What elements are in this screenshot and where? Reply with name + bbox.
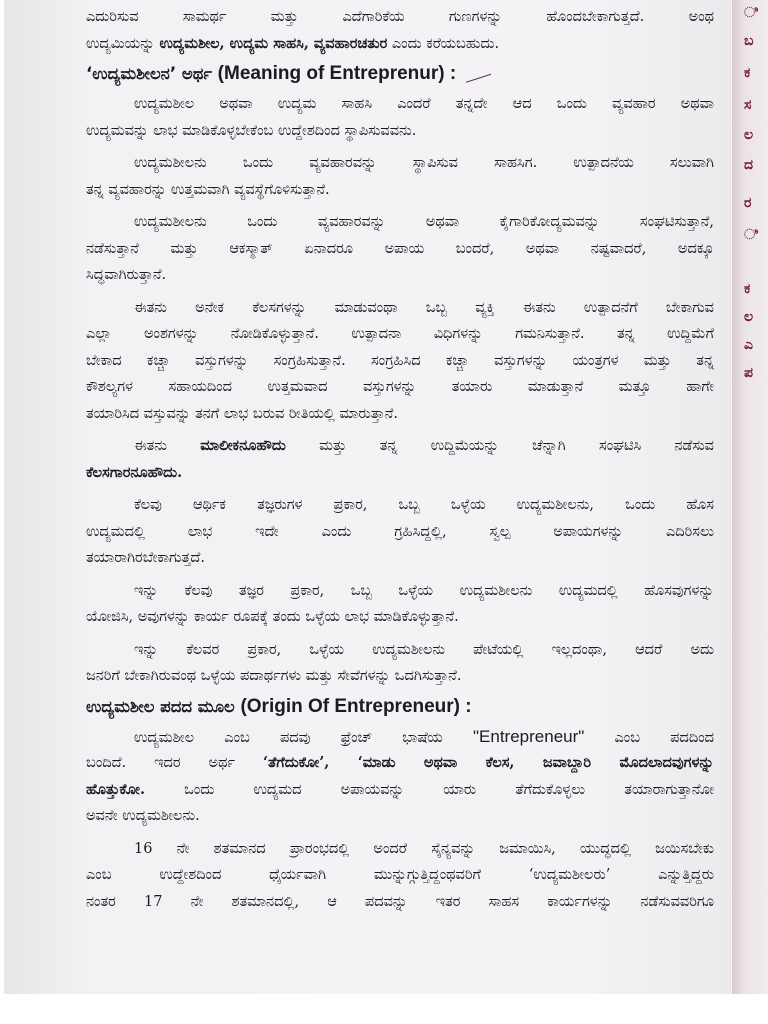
key-terms: ‘ತೆಗೆದುಕೋ’, ‘ಮಾಡು ಅಥವಾ ಕೆಲಸ, ಜವಾಬ್ದಾರಿ ಮೊದಲಾದವುಗಳನ್ನು [262, 754, 714, 771]
page-fragment-glyph: ದ [744, 157, 754, 173]
text-line: ಎದುರಿಸುವ ಸಾಮರ್ಥ ಮತ್ತು ಎದೆಗಾರಿಕೆಯ ಗುಣಗಳನ್ನು ಹೊಂದಬೇಕಾಗುತ್ತದೆ. ಅಂಥ [86, 9, 714, 25]
text-line: ಎಲ್ಲಾ ಅಂಶಗಳನ್ನು ನೋಡಿಕೊಳ್ಳುತ್ತಾನೆ. ಉತ್ಪಾದನಾ ವಿಧಿಗಳನ್ನು ಗಮನಿಸುತ್ತಾನೆ. ತನ್ನ ಉದ್ದಿಮೆಗೆ [86, 326, 714, 342]
text-line: 16 ನೇ ಶತಮಾನದ ಪ್ರಾರಂಭದಲ್ಲಿ ಅಂದರೆ ಸೈನ್ಯವನ್ನು ಜಮಾಯಿಸಿ, ಯುದ್ಧದಲ್ಲಿ ಜಯಿಸಬೇಕು [134, 840, 714, 857]
page-fragment-glyph: ಬ [744, 33, 754, 49]
text-run: ಮತ್ತು ತನ್ನ ಉದ್ದಿಮೆಯನ್ನು ಚೆನ್ನಾಗಿ ಸಂಘಟಿಸಿ ನಡೆಸುವ [285, 438, 714, 454]
section-heading-meaning [86, 57, 714, 91]
text-line: ಇನ್ನು ಕೆಲವು ತಜ್ಞರ ಪ್ರಕಾರ, ಒಬ್ಬ ಒಳ್ಳೆಯ ಉದ್ಯಮಶೀಲನು ಉದ್ಯಮದಲ್ಲಿ ಹೊಸವುಗಳನ್ನು [134, 582, 714, 599]
text-line [86, 750, 714, 777]
text-line: ನಡೆಸುತ್ತಾನೆ ಮತ್ತು ಆಕಸ್ಮಾತ್ ಏನಾದರೂ ಅಪಾಯ ಬಂದರೆ, ಅಥವಾ ನಷ್ಟವಾದರೆ, ಅದಕ್ಕೂ [86, 240, 714, 257]
text-line: ಉದ್ಯಮಶೀಲನು ಒಂದು ವ್ಯವಹಾರವನ್ನು ಸ್ಥಾಪಿಸುವ ಸಾಹಸಿಗ. ಉತ್ಪಾದನೆಯ ಸಲುವಾಗಿ [134, 155, 714, 171]
text-run: ಉದ್ಯಮಶೀಲ ಎಂಬ ಪದವು ಫ್ರೆಂಚ್ ಭಾಷೆಯ [134, 729, 473, 746]
book-page [4, 0, 730, 994]
text-line: ಕೌಶಲ್ಯಗಳ ಸಹಾಯದಿಂದ ಉತ್ತಮವಾದ ವಸ್ತುಗಳನ್ನು ತಯಾರು ಮಾಡುತ್ತಾನೆ ಮತ್ತೂ ಹಾಗೇ [86, 379, 714, 395]
text-line: ಉದ್ಯಮವನ್ನು ಲಾಭ ಮಾಡಿಕೊಳ್ಳಬೇಕೆಂಬ ಉದ್ದೇಶದಿಂದ ಸ್ಥಾಪಿಸುವವನು. [86, 122, 417, 139]
text-line [86, 724, 714, 751]
text-line: ಉದ್ಯಮಶೀಲನು ಒಂದು ವ್ಯವಹಾರವನ್ನು ಅಥವಾ ಕೈಗಾರಿಕೋದ್ಯಮವನ್ನು ಸಂಘಟಿಸುತ್ತಾನೆ, [134, 214, 714, 230]
page-fragment-glyph: ಲ [744, 127, 754, 143]
heading-english: (Origin Of Entrepreneur) : [240, 695, 472, 717]
text-run: ಈತನು [134, 438, 201, 454]
text-line: ನಂತರ 17 ನೇ ಶತಮಾನದಲ್ಲಿ, ಆ ಪದವನ್ನು ಇತರ ಸಾಹಸ ಕಾರ್ಯಗಳನ್ನು ನಡೆಸುವವರಿಗೂ [86, 893, 714, 910]
text-line: ಕೆಲವು ಆರ್ಥಿಕ ತಜ್ಞರುಗಳ ಪ್ರಕಾರ, ಒಬ್ಬ ಒಳ್ಳೆಯ ಉದ್ಯಮಶೀಲನು, ಒಂದು ಹೊಸ [134, 497, 714, 513]
heading-kannada: ‘ಉದ್ಯಮಶೀಲನ’ ಅರ್ಥ [86, 64, 218, 83]
page-fragment-glyph: ಸ [744, 97, 752, 113]
text-line: ಬೇಕಾದ ಕಚ್ಚಾ ವಸ್ತುಗಳನ್ನು ಸಂಗ್ರಹಿಸುತ್ತಾನೆ. ಸಂಗ್ರಹಿಸಿದ ಕಚ್ಚಾ ವಸ್ತುಗಳನ್ನು ಯಂತ್ರಗಳ ಮತ್ತು ತನ್ನ [86, 352, 714, 369]
text-line: ಅವನೇ ಉದ್ಯಮಶೀಲನು. [86, 808, 200, 824]
page-fragment-glyph: ಪ [744, 365, 753, 381]
text-line: ಉದ್ಯಮದಲ್ಲಿ ಲಾಭ ಇದೇ ಎಂದು ಗ್ರಹಿಸಿದ್ದಲ್ಲಿ, ಸ್ವಲ್ಪ ಅಪಾಯಗಳನ್ನು ಎದಿರಿಸಲು [86, 523, 714, 540]
text-run: ಬಂದಿದೆ. ಇದರ ಅರ್ಥ [86, 755, 263, 771]
page-fragment-glyph: ಲ [744, 309, 754, 325]
text-line: ಯೋಜಿಸಿ, ಅವುಗಳನ್ನು ಕಾರ್ಯ ರೂಪಕ್ಕೆ ತಂದು ಒಳ್ಳೆಯ ಲಾಭ ಮಾಡಿಕೊಳ್ಳುತ್ತಾನೆ. [86, 609, 459, 625]
text-line: ಇನ್ನು ಕೆಲವರ ಪ್ರಕಾರ, ಒಳ್ಳೆಯ ಉದ್ಯಮಶೀಲನು ಪೇಟೆಯಲ್ಲಿ ಇಲ್ಲದಂಥಾ, ಆದರೆ ಅದು [134, 641, 714, 658]
text-line [86, 460, 714, 487]
section-heading-origin [86, 690, 714, 724]
page-fragment-glyph: ಿ [744, 5, 758, 21]
page-fragment-glyph: ಕ [744, 65, 751, 81]
text-line: ತನ್ನ ವ್ಯವಹಾರನ್ನು ಉತ್ತಮವಾಗಿ ವ್ಯವಸ್ಥೆಗೊಳಿಸುತ್ತಾನೆ. [86, 181, 330, 198]
text-line: ಈತನು ಅನೇಕ ಕೆಲಸಗಳನ್ನು ಮಾಡುವಂಥಾ ಒಬ್ಬ ವ್ಯಕ್ತಿ ಈತನು ಉತ್ಪಾದನೆಗೆ ಬೇಕಾಗುವ [134, 299, 714, 316]
page-fragment-glyph: ಕ [744, 281, 751, 297]
pen-tick-mark [463, 64, 491, 82]
text-line [86, 777, 714, 804]
text-line: ತಯಾರಿಸಿದ ವಸ್ತುವನ್ನು ತನಗೆ ಲಾಭ ಬರುವ ರೀತಿಯಲ್ಲಿ ಮಾರುತ್ತಾನೆ. [86, 405, 398, 422]
page-fragment-glyph: ರ [744, 195, 752, 211]
text-run: ಎಂದು ಕರೆಯಬಹುದು. [387, 35, 500, 52]
text-line: ಎಂಬ ಉದ್ದೇಶದಿಂದ ಧೈರ್ಯವಾಗಿ ಮುನ್ನುಗ್ಗುತ್ತಿದ್ದಂಥವರಿಗೆ ‘ಉದ್ಯಮಶೀಲರು’ ಎನ್ನುತ್ತಿದ್ದರು [86, 867, 714, 883]
text-run: ಎಂಬ ಪದದಿಂದ [584, 729, 714, 746]
text-line: ಉದ್ಯಮಶೀಲ ಅಥವಾ ಉದ್ಯಮ ಸಾಹಸಿ ಎಂದರೆ ತನ್ನದೇ ಆದ ಒಂದು ವ್ಯವಹಾರ ಅಥವಾ [134, 96, 714, 112]
text-line: ತಯಾರಾಗಿರಬೇಕಾಗುತ್ತದೆ. [86, 550, 205, 566]
text-run: ಒಂದು ಉದ್ಯಮದ ಅಪಾಯವನ್ನು ಯಾರು ತೆಗೆದುಕೊಳ್ಳಲು ತಯಾರಾಗುತ್ತಾನೋ [145, 781, 714, 798]
key-term: ಮಾಲೀಕನೂಹೌದು [200, 437, 286, 454]
heading-english: (Meaning of Entreprenur) : [217, 63, 457, 84]
text-run: ಉದ್ಯಮಿಯನ್ನು [86, 35, 160, 52]
page-fragment-glyph: ಎ [744, 337, 753, 353]
english-term: "Entrepreneur" [473, 726, 585, 746]
text-line [86, 433, 714, 460]
key-terms: ಉದ್ಯಮಶೀಲ, ಉದ್ಯಮ ಸಾಹಸಿ, ವ್ಯವಹಾರಚತುರ [159, 34, 388, 52]
scan-background [0, 994, 768, 1024]
heading-kannada: ಉದ್ಯಮಶೀಲ ಪದದ ಮೂಲ [86, 696, 241, 716]
adjacent-page-edge [732, 0, 768, 994]
text-line: ಸಿದ್ಧವಾಗಿರುತ್ತಾನೆ. [86, 267, 167, 283]
page-text [86, 4, 714, 915]
text-line: ಜನರಿಗೆ ಬೇಕಾಗಿರುವಂಥ ಒಳ್ಳೆಯ ಪದಾರ್ಥಗಳು ಮತ್ತು ಸೇವೆಗಳನ್ನು ಒದಗಿಸುತ್ತಾನೆ. [86, 668, 462, 684]
key-term: ಹೊತ್ತುಕೋ. [86, 780, 145, 798]
page-fragment-glyph: ಿ [744, 227, 758, 243]
text-line [86, 31, 714, 58]
key-term: ಕೆಲಸಗಾರನೂಹೌದು. [86, 463, 183, 481]
